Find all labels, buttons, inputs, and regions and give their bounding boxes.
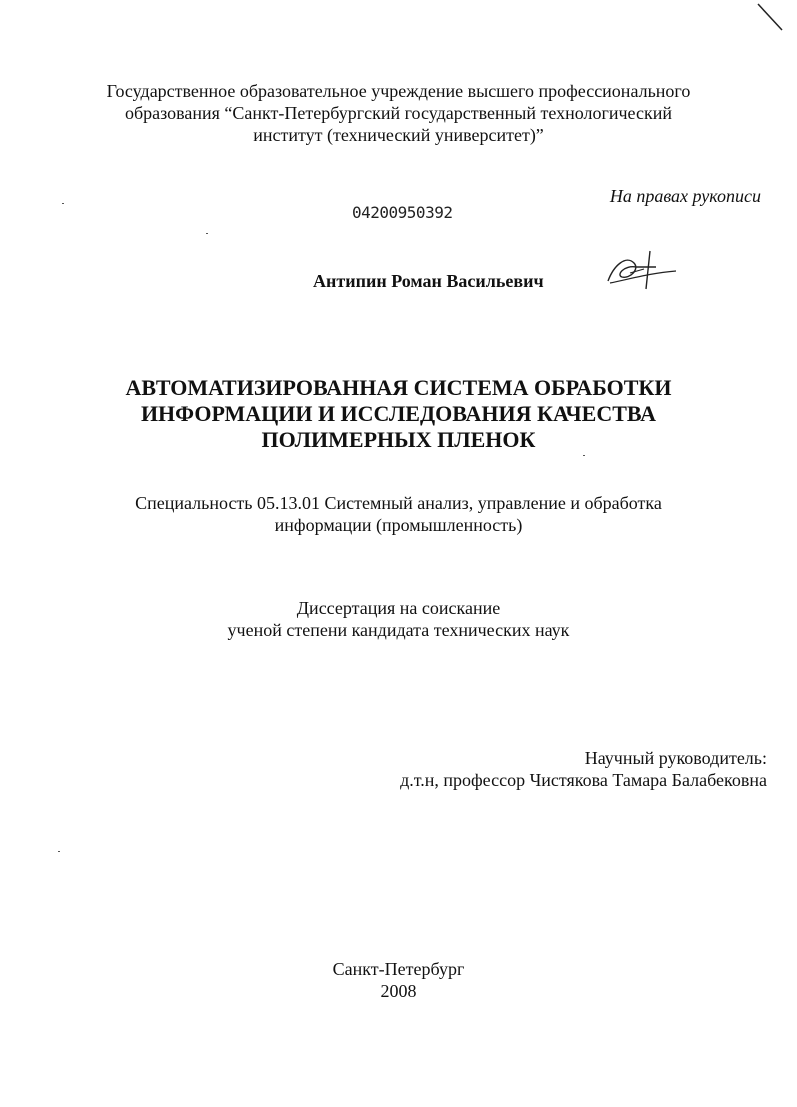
city-year-block (0, 958, 797, 1002)
institution-header (0, 80, 797, 146)
dissertation-line-2: ученой степени кандидата технических наук (227, 620, 570, 640)
author-signature (600, 243, 680, 293)
city: Санкт-Петербург (332, 959, 465, 979)
institution-line-3: институт (технический университет)” (253, 125, 544, 145)
institution-line-2: образования “Санкт-Петербургский государственный технологический (124, 103, 672, 123)
author-name: Антипин Роман Васильевич (313, 271, 544, 291)
specialty-block (0, 492, 797, 536)
archive-number: 04200950392 (352, 203, 453, 222)
title-line-1: АВТОМАТИЗИРОВАННАЯ СИСТЕМА ОБРАБОТКИ (125, 375, 672, 400)
title-line-2: ИНФОРМАЦИИ И ИССЛЕДОВАНИЯ КАЧЕСТВА (140, 401, 657, 426)
supervisor-name: д.т.н, профессор Чистякова Тамара Балабековна (400, 770, 767, 790)
dissertation-type (0, 597, 797, 641)
supervisor-label: Научный руководитель: (584, 748, 767, 768)
specialty-line-1: Специальность 05.13.01 Системный анализ, управление и обработка (135, 493, 662, 513)
dissertation-title (0, 375, 797, 453)
scan-speck (58, 851, 60, 852)
scan-corner-mark (740, 0, 797, 40)
scan-speck (206, 233, 208, 234)
dissertation-line-1: Диссертация на соискание (296, 598, 501, 618)
scan-speck (62, 203, 64, 204)
specialty-line-2: информации (промышленность) (274, 515, 523, 535)
institution-line-1: Государственное образовательное учреждение высшего профессионального (106, 81, 691, 101)
supervisor-block (400, 747, 767, 791)
scan-speck (583, 455, 585, 456)
year: 2008 (380, 981, 417, 1001)
title-line-3: ПОЛИМЕРНЫХ ПЛЕНОК (261, 427, 536, 452)
manuscript-note: На правах рукописи (609, 186, 761, 206)
